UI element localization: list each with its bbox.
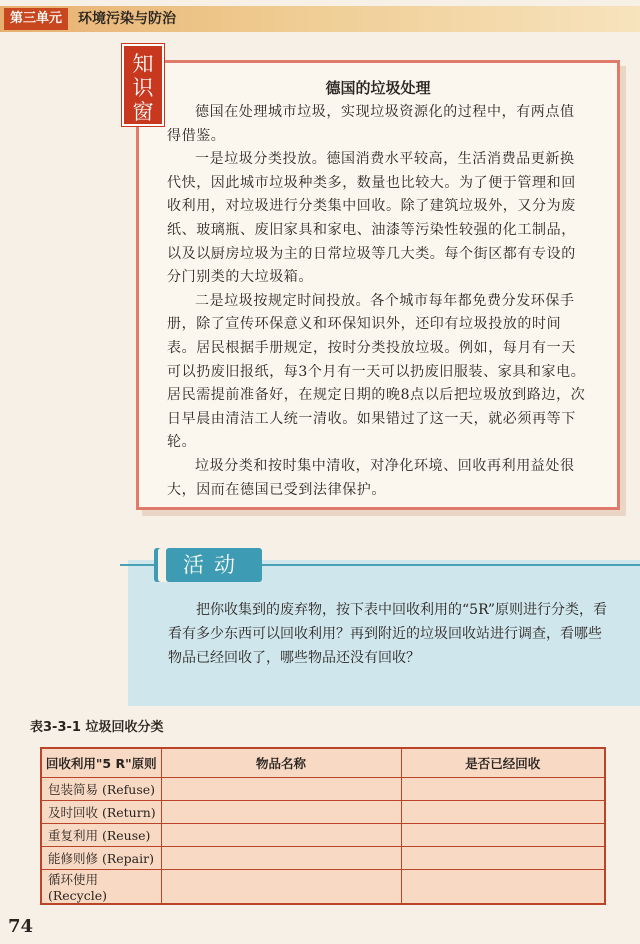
- knowledge-body: [167, 101, 587, 502]
- table-header-row: [41, 748, 605, 778]
- tab-char: 窗: [132, 100, 154, 124]
- activity-paragraph: 把你收集到的废弃物，按下表中回收利用的“5R”原则进行分类，看看有多少东西可以回收利用？再到附近的垃圾回收站进行调查，看哪些物品已经回收了，哪些物品还没有回收？: [168, 602, 607, 666]
- column-header: 是否已经回收: [401, 748, 605, 778]
- activity-text: [168, 598, 608, 670]
- activity-badge: 活动: [166, 548, 262, 582]
- table-cell: [401, 801, 605, 824]
- knowledge-paragraph: 垃圾分类和按时集中清收，对净化环境、回收再利用益处很大，因而在德国已受到法律保护。: [167, 457, 575, 498]
- table-row: [41, 870, 605, 905]
- chapter-title: 环境污染与防治: [78, 11, 176, 27]
- table-row: [41, 801, 605, 824]
- table-cell: [401, 870, 605, 905]
- table-cell: [161, 801, 401, 824]
- table-cell: 包装简易 (Refuse): [41, 778, 161, 801]
- table-cell: 重复利用 (Reuse): [41, 824, 161, 847]
- table-cell: [161, 870, 401, 905]
- table-cell: [161, 778, 401, 801]
- table-cell: [401, 847, 605, 870]
- tab-char: 知: [132, 52, 154, 76]
- column-header: 物品名称: [161, 748, 401, 778]
- tab-char: 识: [132, 76, 154, 100]
- column-header: 回收利用"5 R"原则: [41, 748, 161, 778]
- knowledge-paragraph: 德国在处理城市垃圾，实现垃圾资源化的过程中，有两点值得借鉴。: [167, 104, 575, 144]
- table-cell: [401, 778, 605, 801]
- table-row: [41, 824, 605, 847]
- table-cell: 及时回收 (Return): [41, 801, 161, 824]
- knowledge-box: [136, 60, 620, 510]
- knowledge-paragraph: 二是垃圾按规定时间投放。各个城市每年都免费分发环保手册，除了宣传环保意义和环保知识外，还印有垃圾投放的时间表。居民根据手册规定，按时分类投放垃圾。例如，每月有一天可以扔废旧报纸，每3个月有一天可以扔废旧服装、家具和家电。居民需提前准备好，在规定日期的晚8点以后把垃圾放到路边，次日早晨由清洁工人统一清收。如果错过了这一天，就必须再等下轮。: [167, 292, 586, 451]
- recycling-table: [40, 747, 606, 905]
- table-cell: [161, 824, 401, 847]
- table-cell: 能修则修 (Repair): [41, 847, 161, 870]
- table-caption: 表3-3-1 垃圾回收分类: [30, 720, 164, 735]
- table-row: [41, 847, 605, 870]
- table-cell: 循环使用 (Recycle): [41, 870, 161, 905]
- knowledge-title: 德国的垃圾处理: [325, 79, 431, 97]
- knowledge-paragraph: 一是垃圾分类投放。德国消费水平较高，生活消费品更新换代快，因此城市垃圾种类多，数量也比较大。为了便于管理和回收利用，对垃圾进行分类集中回收。除了建筑垃圾外，又分为废纸、玻璃瓶、废旧家具和家电、油漆等污染性较强的化工制品，以及以厨房垃圾为主的日常垃圾等几大类。每个街区都有专设的分门别类的大垃圾箱。: [167, 151, 576, 286]
- unit-label: 第三单元: [4, 8, 68, 30]
- table-cell: [401, 824, 605, 847]
- table-row: [41, 778, 605, 801]
- knowledge-window-tab: [122, 44, 164, 126]
- table-cell: [161, 847, 401, 870]
- page-number: 74: [8, 916, 34, 937]
- chapter-header-bar: [0, 6, 640, 32]
